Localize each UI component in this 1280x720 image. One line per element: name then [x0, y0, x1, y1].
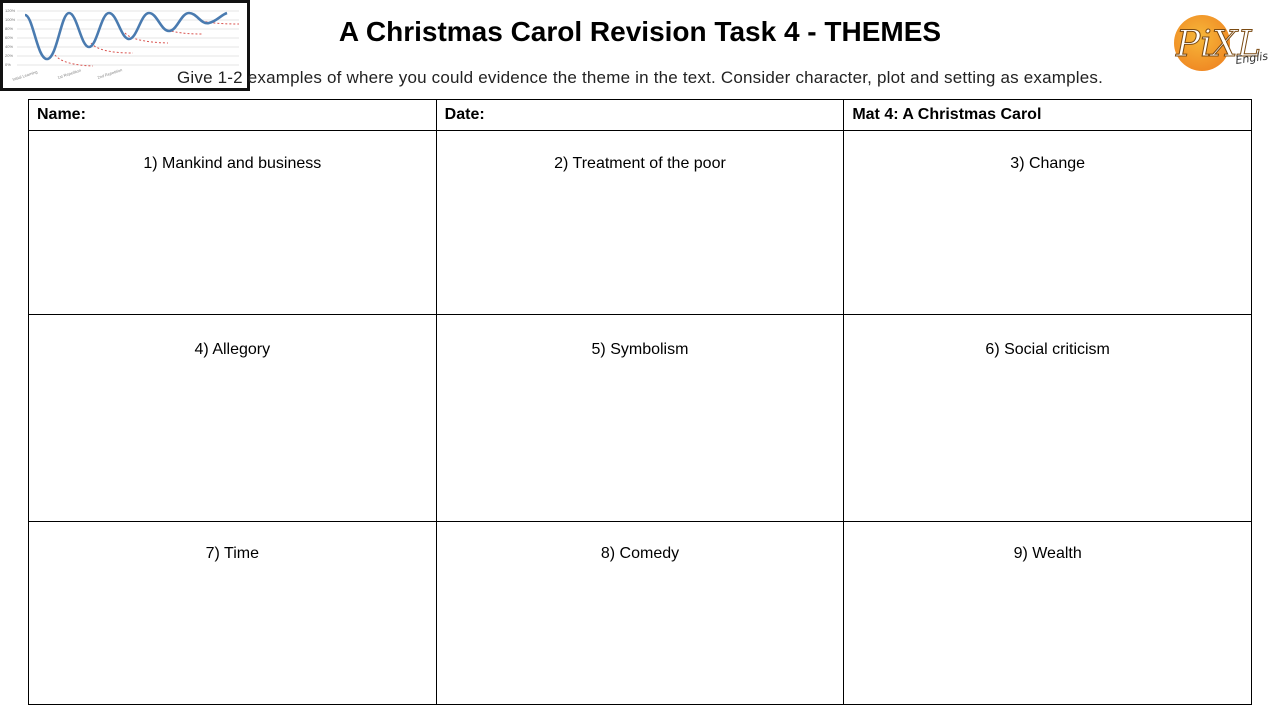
- svg-text:100%: 100%: [5, 17, 16, 22]
- theme-cell[interactable]: [29, 131, 437, 315]
- theme-label: 1) Mankind and business: [143, 155, 322, 172]
- theme-label: 9) Wealth: [1013, 545, 1082, 562]
- theme-row: [29, 315, 1252, 522]
- theme-label: 4) Allegory: [194, 341, 271, 358]
- theme-cell[interactable]: [29, 315, 437, 522]
- svg-text:Initial Learning: Initial Learning: [11, 69, 39, 82]
- name-label: Name:: [37, 106, 86, 123]
- svg-text:1st Repetition: 1st Repetition: [56, 67, 82, 80]
- theme-cell[interactable]: [436, 315, 844, 522]
- date-label: Date:: [444, 106, 485, 123]
- themes-table: [28, 99, 1252, 705]
- instruction-text: Give 1-2 examples of where you could evidence the theme in the text. Consider character, plot and setting as examples.: [176, 68, 1104, 87]
- svg-text:120%: 120%: [5, 8, 16, 13]
- svg-text:2nd Repetition: 2nd Repetition: [96, 67, 123, 80]
- mat-label: Mat 4: A Christmas Carol: [852, 106, 1042, 123]
- svg-text:60%: 60%: [5, 35, 14, 40]
- theme-label: 8) Comedy: [600, 545, 680, 562]
- svg-text:PiXL: PiXL: [1176, 24, 1262, 65]
- svg-text:0%: 0%: [5, 62, 11, 67]
- header-row: [29, 100, 1252, 131]
- date-field[interactable]: [436, 100, 844, 131]
- svg-text:80%: 80%: [5, 26, 14, 31]
- theme-label: 5) Symbolism: [591, 341, 689, 358]
- theme-label: 7) Time: [205, 545, 259, 562]
- mat-title-cell: [844, 100, 1252, 131]
- theme-cell[interactable]: [844, 522, 1252, 705]
- pixl-english-logo: [1168, 12, 1268, 76]
- theme-cell[interactable]: [844, 315, 1252, 522]
- theme-cell[interactable]: [29, 522, 437, 705]
- svg-text:40%: 40%: [5, 44, 14, 49]
- theme-cell[interactable]: [436, 131, 844, 315]
- svg-text:20%: 20%: [5, 53, 14, 58]
- theme-label: 3) Change: [1010, 155, 1086, 172]
- pixl-logo-icon: [1168, 12, 1268, 76]
- theme-label: 6) Social criticism: [985, 341, 1110, 358]
- theme-row: [29, 522, 1252, 705]
- theme-row: [29, 131, 1252, 315]
- name-field[interactable]: [29, 100, 437, 131]
- svg-text:English: English: [1234, 48, 1268, 67]
- theme-cell[interactable]: [436, 522, 844, 705]
- page-title: A Christmas Carol Revision Task 4 - THEMES: [338, 16, 942, 47]
- theme-label: 2) Treatment of the poor: [554, 155, 726, 172]
- theme-cell[interactable]: [844, 131, 1252, 315]
